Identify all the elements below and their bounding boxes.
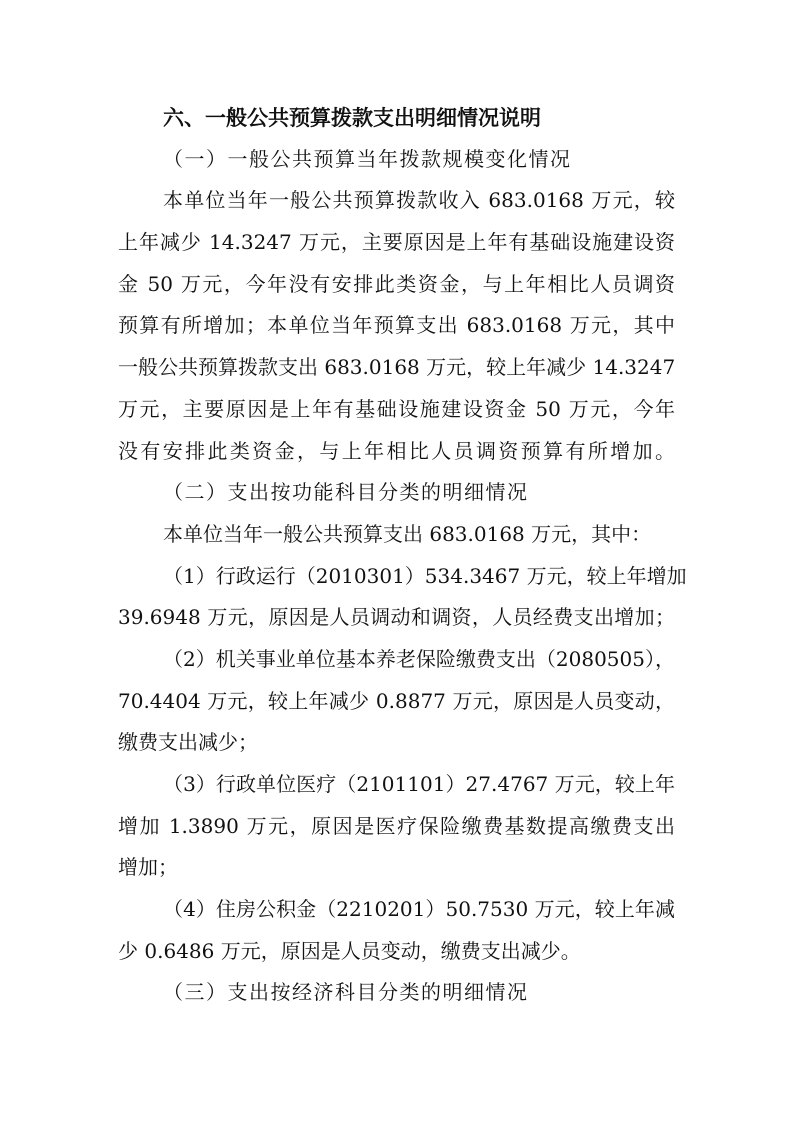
paragraph-line: （1）行政运行（2010301）534.3467 万元，较上年增加 (163, 563, 687, 588)
paragraph-line: （2）机关事业单位基本养老保险缴费支出（2080505）， (163, 646, 675, 671)
paragraph-line: 少 0.6486 万元，原因是人员变动，缴费支出减少。 (118, 938, 581, 963)
paragraph-line: 缴费支出减少； (118, 730, 258, 755)
paragraph-line: 没有安排此类资金，与上年相比人员调资预算有所增加。 (118, 438, 675, 463)
paragraph-line: 39.6948 万元，原因是人员调动和调资，人员经费支出增加； (118, 605, 675, 630)
item-1-administrative-operation (118, 556, 687, 639)
paragraph-line: 本单位当年一般公共预算拨款收入 683.0168 万元，较 (163, 188, 675, 213)
paragraph-line: 本单位当年一般公共预算支出 683.0168 万元，其中： (163, 521, 652, 546)
item-2-pension-insurance (118, 639, 675, 764)
item-3-medical (118, 764, 675, 889)
paragraph-line: 上年减少 14.3247 万元，主要原因是上年有基础设施建设资 (118, 230, 675, 255)
paragraph-line: 70.4404 万元，较上年减少 0.8877 万元，原因是人员变动， (118, 688, 675, 713)
paragraph-line: （3）行政单位医疗（2101101）27.4767 万元，较上年 (163, 772, 675, 796)
document-body (118, 97, 687, 1014)
paragraph-line: 一般公共预算拨款支出 683.0168 万元，较上年减少 14.3247 (118, 355, 676, 380)
section-heading-1: （一）一般公共预算当年拨款规模变化情况 (163, 146, 572, 171)
section-heading-3: （三）支出按经济科目分类的明细情况 (163, 980, 529, 1005)
paragraph-line: 万元，主要原因是上年有基础设施建设资金 50 万元，今年 (118, 396, 675, 421)
section-heading-2: （二）支出按功能科目分类的明细情况 (163, 480, 529, 505)
section-1-paragraph-1 (118, 180, 675, 472)
paragraph-line: （4）住房公积金（2210201）50.7530 万元，较上年减 (163, 897, 675, 922)
paragraph-line: 增加； (118, 855, 178, 880)
paragraph-line: 金 50 万元，今年没有安排此类资金，与上年相比人员调资 (118, 271, 675, 296)
section-2-intro (118, 514, 675, 556)
paragraph-line: 增加 1.3890 万元，原因是医疗保险缴费基数提高缴费支出 (118, 813, 675, 838)
paragraph-line: 预算有所增加；本单位当年预算支出 683.0168 万元，其中 (118, 313, 675, 338)
item-4-housing-fund (118, 889, 675, 972)
document-title: 六、一般公共预算拨款支出明细情况说明 (163, 105, 541, 130)
